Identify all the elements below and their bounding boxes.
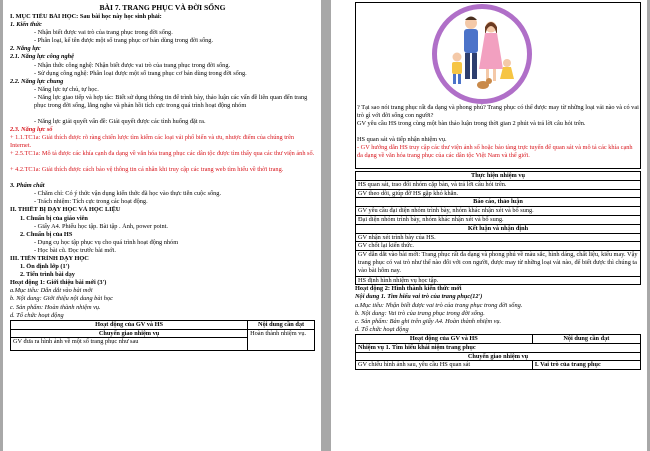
heading-objectives: I. MỤC TIÊU BÀI HỌC: Sau bài học này học sinh phải:	[10, 13, 162, 20]
table-task-label: Nhiệm vụ 1. Tìm hiểu khái niệm trang phục	[356, 343, 641, 352]
table-cell-gv: GV chiếu hình ảnh sau, yêu cầu HS quan sát	[356, 361, 533, 370]
table-section-label: Chuyển giao nhiệm vụ	[356, 352, 641, 361]
boy-leg	[458, 74, 461, 84]
text-line: - Phân loại, kể tên được một số trang phục cơ bản dùng trong đời sống.	[34, 37, 214, 45]
table-cell-nd: I. Vai trò của trang phục	[532, 361, 640, 370]
heading-teacher-prep: 1. Chuẩn bị của giáo viên	[20, 214, 88, 222]
step-row: GV theo dõi, giúp đỡ HS gặp khó khăn.	[356, 189, 641, 198]
step-heading: Kết luận và nhận định	[356, 224, 641, 233]
activity-table-right	[355, 334, 641, 370]
step-row: GV chốt lại kiến thức.	[356, 242, 641, 251]
step-row: GV dẫn dắt vào bài mới: Trang phục rất đa dạng và phong phú về màu sắc, hình dáng, chất liệu, kiểu may. Vậy trang phục có vai trò như thế nào đối với con người, được may từ những loại vải nào, để biết được thì chúng ta vào bài hôm nay.	[356, 251, 641, 276]
digital-item: + 1.1.TC1a: Giải thích được rõ ràng chiến lược tìm kiếm các loại vải phổ biến và ưu, nhược điểm của chúng trên Internet.	[10, 134, 295, 150]
heading-tech-competence: 2.1. Năng lực công nghệ	[10, 53, 74, 61]
lesson-title: BÀI 7. TRANG PHỤC VÀ ĐỜI SỐNG	[99, 3, 226, 12]
text-line: c. Sản phẩm: Hoàn thành nhiệm vụ.	[10, 303, 101, 311]
dog-head	[486, 78, 492, 84]
step-row: GV yêu cầu đại diện nhóm trình bày, nhóm khác nhận xét và bổ sung.	[356, 207, 641, 216]
step-row: Đại diện nhóm trình bày, nhóm khác nhận xét và bổ sung.	[356, 216, 641, 225]
illustration-circle	[432, 4, 532, 104]
father-leg	[472, 53, 477, 79]
text-line: b. Nội dung: Giới thiệu nội dung bài học	[10, 295, 113, 303]
heading-student-prep: 2. Chuẩn bị của HS	[20, 230, 73, 238]
mother-dress	[479, 33, 503, 69]
question-paragraph: ? Tại sao nói trang phục rất đa dạng và phong phú? Trang phục có thể được may từ những loại vải nào và có vai trò gì với đời sống con người?	[357, 104, 639, 120]
heading-activity-1: Hoạt động 1: Giới thiệu bài mới (3')	[10, 279, 107, 287]
heading-competence: 2. Năng lực	[10, 45, 41, 53]
heading-digital-competence: 2.3. Năng lực số	[10, 126, 53, 134]
heading-qualities: 3. Phẩm chất	[10, 182, 45, 190]
text-line: - Năng lực tự chủ, tự học.	[34, 85, 99, 93]
father-shirt	[464, 29, 478, 53]
text-line: - Học bài cũ. Đọc trước bài mới.	[34, 246, 116, 254]
document-page-left	[3, 0, 321, 451]
step-heading: Thực hiện nhiệm vụ	[356, 172, 641, 181]
table-header-nd: Nội dung cần đạt	[248, 320, 315, 329]
text-line: b. Nội dung: Vai trò của trang phục trong đời sống.	[355, 309, 485, 317]
father-hair	[465, 17, 477, 21]
document-page-right	[331, 0, 647, 451]
heading-knowledge: 1. Kiến thức	[10, 21, 42, 29]
text-line: - Nhận biết được vai trò của trang phục trong đời sống.	[34, 29, 173, 37]
text-line: a.Mục tiêu: Nhận biết được vai trò của trang phục trong đời sống.	[355, 301, 523, 309]
text-line: d. Tổ chức hoạt động	[10, 311, 64, 319]
family-drawing	[437, 9, 527, 99]
table-header-gv: Hoạt động của GV và HS	[11, 320, 248, 329]
heading-class-setup: 1. Ổn định lớp (1')	[20, 263, 70, 271]
digital-item: + 4.2.TC1a: Giải thích được cách bảo vệ thông tin cá nhân khi truy cập các trang web tìm hiểu về thời trang.	[10, 166, 284, 174]
father-leg	[465, 53, 470, 79]
text-line: - Năng lực giải quyết vấn đề: Giải quyết được các tình huống đặt ra.	[34, 117, 206, 125]
heading-process: III. TIẾN TRÌNH DẠY HỌC	[10, 254, 89, 262]
text-line: - Dụng cụ học tập phục vụ cho quá trình hoạt động nhóm	[34, 238, 179, 246]
step-row: HS định hình nhiệm vụ học tập.	[356, 276, 641, 285]
table-header-nd: Nội dung cần đạt	[532, 334, 640, 343]
step-row: HS quan sát, trao đổi nhóm cặp bàn, và trả lời câu hỏi trên.	[356, 180, 641, 189]
text-line: HS quan sát và tiếp nhận nhiệm vụ.	[357, 136, 447, 143]
heading-activity-2: Hoạt động 2: Hình thành kiến thức mới	[355, 285, 462, 293]
digital-item: + 2.5.TC1a: Mô tả được các khía cạnh đa dạng về văn hóa trang phục các dân tộc được tìm thấy qua các thư viện ảnh số.	[10, 150, 315, 158]
boy-head	[453, 53, 462, 62]
table-section-label: Chuyển giao nhiệm vụ	[11, 329, 248, 338]
text-line: - Sử dụng công nghệ: Phân loại được một số trang phục cơ bản dùng trong đời sống.	[34, 69, 247, 77]
heading-lesson-progress: 2. Tiến trình bài dạy	[20, 271, 75, 279]
boy-leg	[453, 74, 456, 84]
text-line: - Giấy A4. Phiếu học tập. Bài tập . Ảnh, power point.	[34, 222, 168, 230]
heading-content-1: Nội dung 1. Tìm hiểu vai trò của trang phục(12')	[355, 293, 483, 301]
mother-leg	[493, 69, 496, 81]
family-illustration	[356, 3, 640, 104]
step-row: GV nhận xét trình bày của HS.	[356, 233, 641, 242]
activity-table-left	[10, 320, 315, 352]
table-cell-gv: GV đưa ra hình ảnh về một số trang phục như sau	[11, 338, 248, 351]
boy-shirt	[452, 62, 462, 74]
text-line: - Chăm chỉ: Có ý thức vận dụng kiến thức đã học vào thực tiễn cuộc sống.	[34, 190, 222, 198]
text-line: - Nhận thức công nghệ: Nhận biết được vai trò của trang phục trong đời sống.	[34, 61, 231, 69]
heading-equipment: II. THIẾT BỊ DẠY HỌC VÀ HỌC LIỆU	[10, 206, 121, 214]
text-line: c. Sản phẩm: Bản ghi trên giấy A4. Hoàn thành nhiệm vụ.	[355, 317, 502, 325]
text-line: a.Mục tiêu: Dẫn dắt vào bài mới	[10, 287, 93, 295]
digital-guidance: - GV hướng dẫn HS truy cập các thư viện ảnh số hoặc bảo tàng trực tuyến để quan sát và mô tả các khía cạnh đa dạng về văn hóa trang phục của các dân tộc Việt Nam và thế giới.	[357, 144, 633, 160]
text-paragraph: GV yêu cầu HS trong cùng một bàn thảo luận trong thời gian 2 phút và trả lời câu hỏi trên.	[357, 120, 586, 127]
text-paragraph: - Năng lực giao tiếp và hợp tác: Biết sử dụng thông tin để trình bày, thảo luận các vấn đề liên quan đến trang phục trong đời sống, lắng nghe và phản hồi tích cực trong quá trình hoạt động nhóm	[34, 93, 308, 110]
table-header-gv: Hoạt động của GV và HS	[356, 334, 533, 343]
text-line: - Trách nhiệm: Tích cực trong các hoạt động.	[34, 198, 148, 206]
activity-frame	[355, 2, 641, 169]
activity-steps-table	[355, 171, 641, 285]
table-cell-nd: Hoàn thành nhiệm vụ.	[248, 329, 315, 351]
text-line: d. Tổ chức hoạt động	[355, 325, 409, 333]
girl-head	[503, 59, 511, 67]
heading-general-competence: 2.2. Năng lực chung	[10, 77, 64, 85]
step-heading: Báo cáo, thảo luận	[356, 198, 641, 207]
